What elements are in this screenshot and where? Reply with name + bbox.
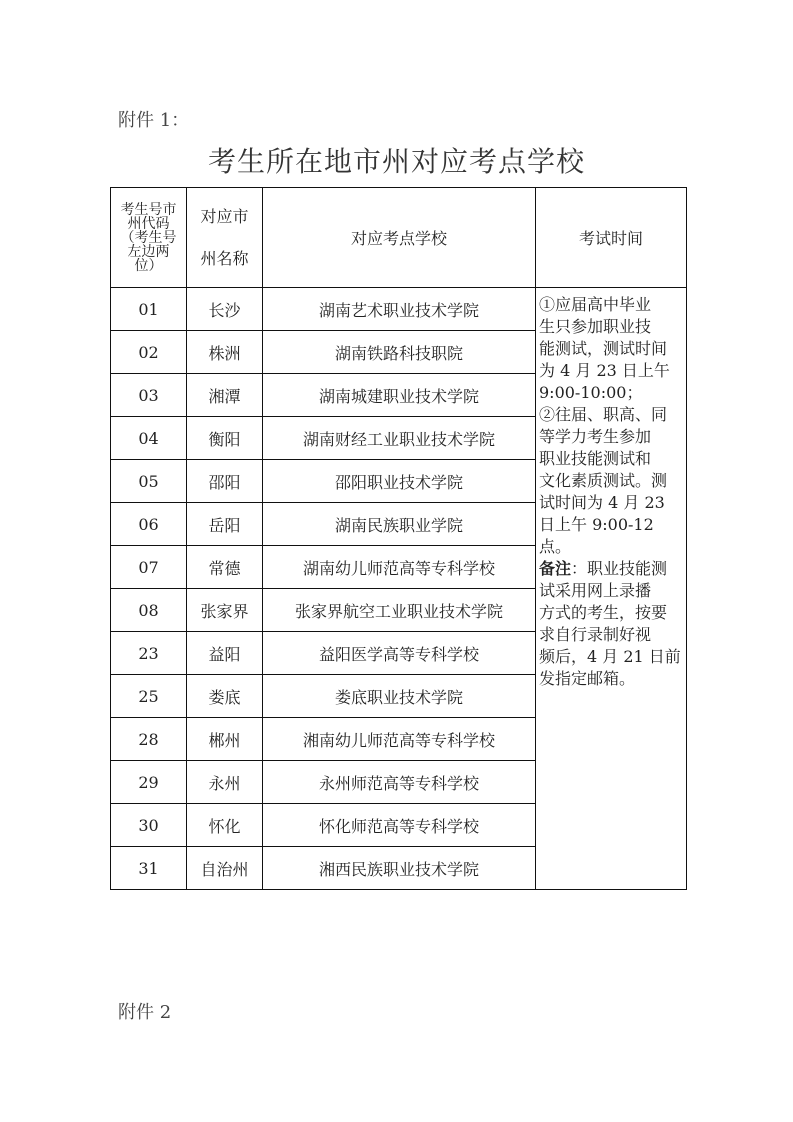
- attachment-1-label: 附件 1：: [118, 110, 190, 131]
- note-line: 点。: [539, 537, 572, 556]
- cell-code: 07: [111, 546, 187, 589]
- cell-school: 怀化师范高等专科学校: [263, 804, 536, 847]
- cell-city: 湘潭: [187, 374, 263, 417]
- remark-line: 发指定邮箱。: [539, 669, 636, 688]
- exam-site-table: [110, 187, 687, 890]
- cell-school: 湖南民族职业学院: [263, 503, 536, 546]
- cell-city: 张家界: [187, 589, 263, 632]
- note-line: 生只参加职业技: [539, 317, 652, 336]
- cell-city: 自治州: [187, 847, 263, 890]
- cell-city: 株洲: [187, 331, 263, 374]
- cell-code: 30: [111, 804, 187, 847]
- cell-school: 湖南幼儿师范高等专科学校: [263, 546, 536, 589]
- header-city-line1: 对应市: [200, 206, 249, 226]
- remark-line: 求自行录制好视: [539, 625, 652, 644]
- cell-code: 28: [111, 718, 187, 761]
- note-line: 能测试，测试时间: [539, 339, 668, 358]
- cell-code: 29: [111, 761, 187, 804]
- cell-city: 娄底: [187, 675, 263, 718]
- cell-city: 郴州: [187, 718, 263, 761]
- note-line: 日上午 9:00-12: [539, 515, 654, 534]
- cell-code: 04: [111, 417, 187, 460]
- header-time: 考试时间: [536, 188, 687, 288]
- cell-city: 岳阳: [187, 503, 263, 546]
- cell-school: 永州师范高等专科学校: [263, 761, 536, 804]
- cell-city: 衡阳: [187, 417, 263, 460]
- header-city-line2: 州名称: [200, 248, 249, 268]
- document-title: 考生所在地市州对应考点学校: [207, 145, 585, 178]
- table-header-row: [111, 188, 687, 288]
- remark-line: 方式的考生，按要: [539, 603, 668, 622]
- cell-city: 邵阳: [187, 460, 263, 503]
- exam-time-note: [536, 288, 687, 890]
- cell-code: 31: [111, 847, 187, 890]
- cell-school: 张家界航空工业职业技术学院: [263, 589, 536, 632]
- note-line: ②往届、职高、同: [539, 405, 668, 424]
- cell-code: 08: [111, 589, 187, 632]
- cell-code: 03: [111, 374, 187, 417]
- cell-school: 湖南城建职业技术学院: [263, 374, 536, 417]
- remark-line: 频后，4 月 21 日前: [539, 647, 681, 666]
- note-line: 9:00-10:00；: [539, 383, 643, 402]
- cell-code: 05: [111, 460, 187, 503]
- remark-line: [539, 558, 684, 580]
- cell-city: 永州: [187, 761, 263, 804]
- cell-school: 湘南幼儿师范高等专科学校: [263, 718, 536, 761]
- header-code-text: 考生号市州代码（考生号左边两位）: [120, 201, 177, 274]
- cell-school: 益阳医学高等专科学校: [263, 632, 536, 675]
- cell-school: 湘西民族职业技术学院: [263, 847, 536, 890]
- header-city: [187, 188, 263, 288]
- cell-code: 06: [111, 503, 187, 546]
- cell-code: 23: [111, 632, 187, 675]
- cell-code: 25: [111, 675, 187, 718]
- note-line: 文化素质测试。测: [539, 471, 668, 490]
- note-line: 职业技能测试和: [539, 449, 652, 468]
- table-row: [111, 288, 687, 331]
- cell-school: 湖南财经工业职业技术学院: [263, 417, 536, 460]
- cell-city: 益阳: [187, 632, 263, 675]
- remark-text: ：职业技能测: [571, 559, 668, 578]
- cell-school: 娄底职业技术学院: [263, 675, 536, 718]
- remark-label: 备注: [539, 559, 572, 578]
- note-line: 为 4 月 23 日上午: [539, 361, 670, 380]
- cell-city: 常德: [187, 546, 263, 589]
- header-code: [111, 188, 187, 288]
- remark-line: 试采用网上录播: [539, 581, 652, 600]
- cell-code: 02: [111, 331, 187, 374]
- cell-city: 长沙: [187, 288, 263, 331]
- cell-school: 邵阳职业技术学院: [263, 460, 536, 503]
- note-line: ①应届高中毕业: [539, 295, 652, 314]
- cell-school: 湖南铁路科技职院: [263, 331, 536, 374]
- cell-city: 怀化: [187, 804, 263, 847]
- note-line: 等学力考生参加: [539, 427, 652, 446]
- cell-school: 湖南艺术职业技术学院: [263, 288, 536, 331]
- note-line: 试时间为 4 月 23: [539, 493, 665, 512]
- cell-code: 01: [111, 288, 187, 331]
- header-school: 对应考点学校: [263, 188, 536, 288]
- attachment-2-label: 附件 2: [118, 1002, 172, 1023]
